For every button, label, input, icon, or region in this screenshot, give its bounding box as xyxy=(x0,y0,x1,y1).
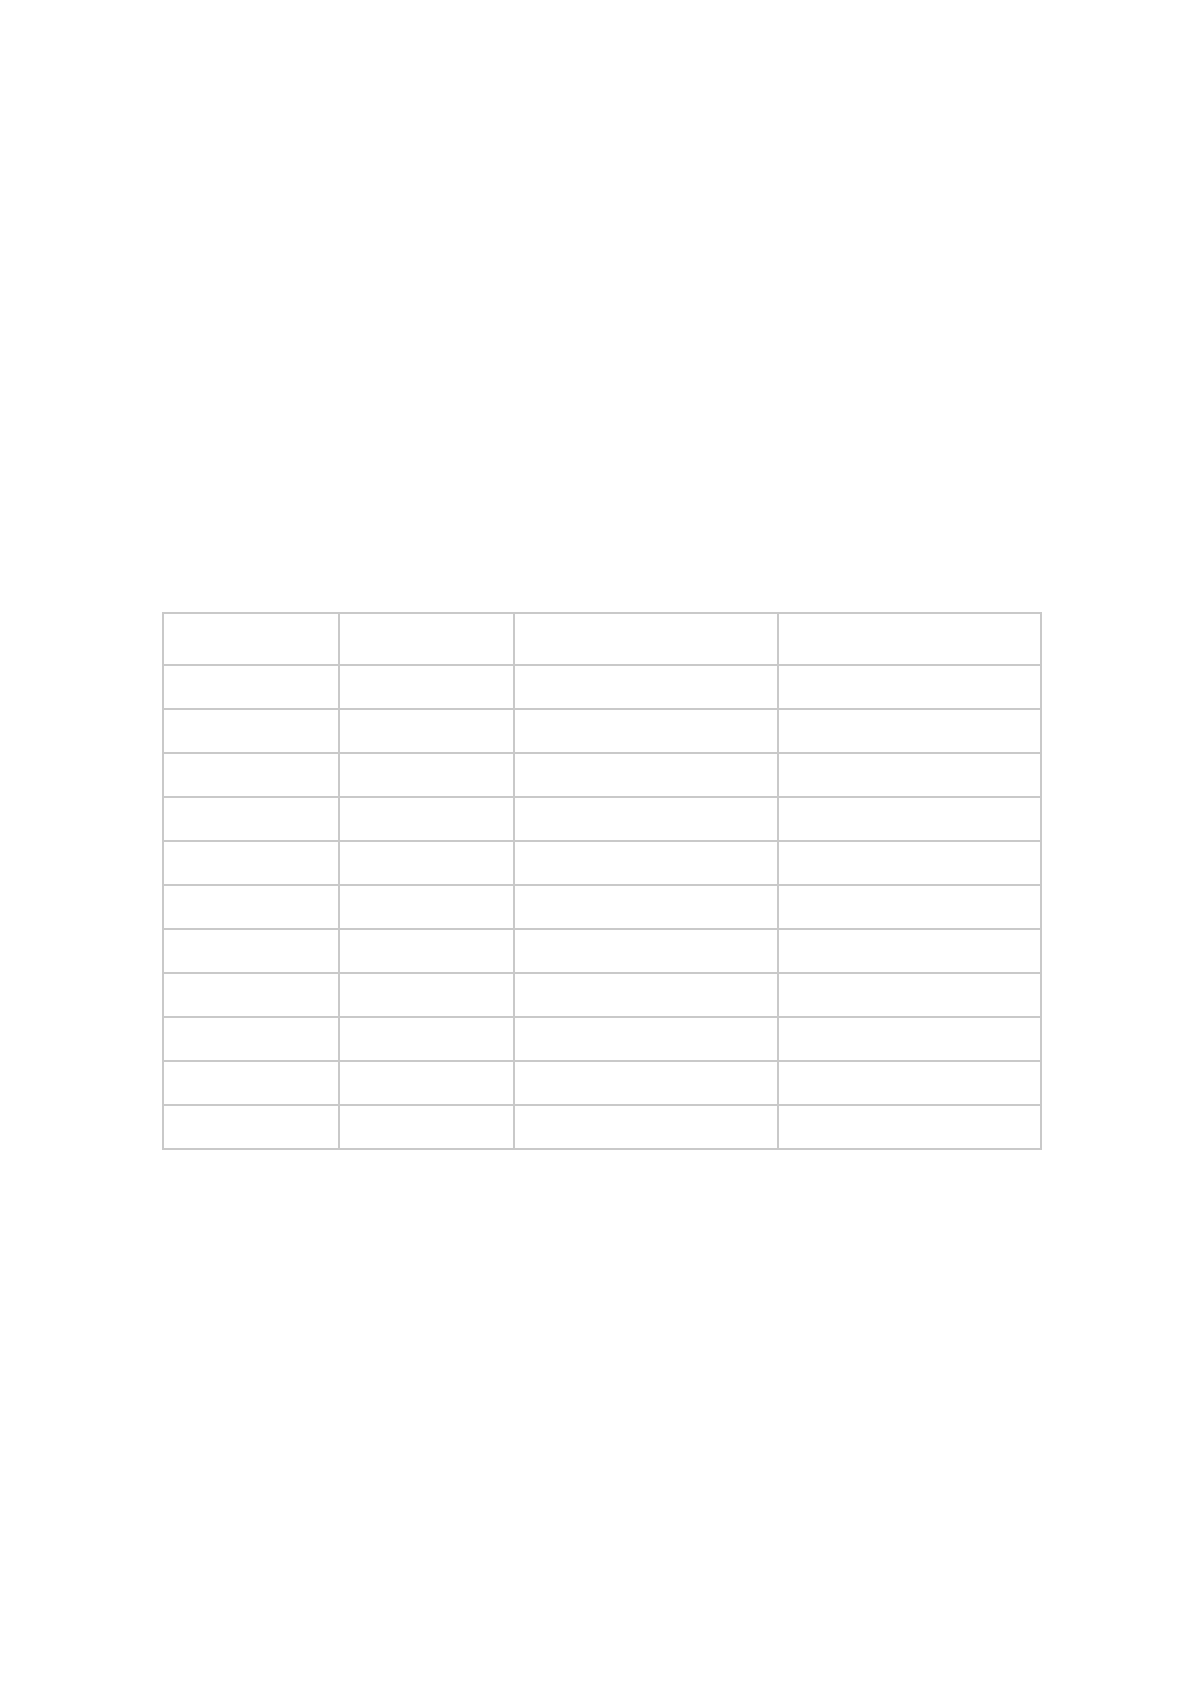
table-row xyxy=(163,753,1041,797)
table-cell xyxy=(339,929,515,973)
table-cell xyxy=(339,797,515,841)
part-line xyxy=(640,1232,1020,1258)
table-row xyxy=(163,1017,1041,1061)
table-row xyxy=(163,709,1041,753)
marks-label xyxy=(930,1196,1020,1222)
part-label xyxy=(214,1232,274,1258)
table-cell xyxy=(778,665,1041,709)
table-cell xyxy=(778,973,1041,1017)
table-cell xyxy=(778,841,1041,885)
table-cell xyxy=(514,1061,777,1105)
body-line xyxy=(214,466,1024,492)
column-header xyxy=(778,613,1041,665)
table-cell xyxy=(339,885,515,929)
table-cell xyxy=(514,885,777,929)
body-line xyxy=(214,186,1024,212)
part-line xyxy=(296,1464,996,1490)
table-cell xyxy=(339,1017,515,1061)
table-cell xyxy=(163,797,339,841)
table-header-row xyxy=(163,613,1041,665)
body-line xyxy=(214,558,1024,584)
table-cell xyxy=(778,1061,1041,1105)
table-cell xyxy=(778,797,1041,841)
table-cell xyxy=(163,929,339,973)
table-cell xyxy=(514,1105,777,1149)
table-cell xyxy=(514,1017,777,1061)
table-cell xyxy=(163,1061,339,1105)
data-table xyxy=(162,612,1042,1150)
table-cell xyxy=(778,753,1041,797)
column-header xyxy=(163,613,339,665)
table-cell xyxy=(778,885,1041,929)
table-cell xyxy=(514,797,777,841)
table-cell xyxy=(514,753,777,797)
part-line xyxy=(274,1418,1034,1444)
column-header xyxy=(339,613,515,665)
table-cell xyxy=(339,665,515,709)
table-cell xyxy=(514,709,777,753)
table-row xyxy=(163,1061,1041,1105)
body-line xyxy=(214,232,1024,258)
table-cell xyxy=(339,1105,515,1149)
table-cell xyxy=(514,973,777,1017)
table-row xyxy=(163,973,1041,1017)
body-line xyxy=(214,512,1024,538)
table-cell xyxy=(514,665,777,709)
table-cell xyxy=(163,753,339,797)
table-cell xyxy=(163,841,339,885)
page-title xyxy=(0,76,1190,106)
marks-label xyxy=(930,1372,1020,1398)
table-cell xyxy=(163,1105,339,1149)
table-cell xyxy=(339,709,515,753)
table-cell xyxy=(778,1017,1041,1061)
table-cell xyxy=(778,1105,1041,1149)
part-line xyxy=(296,1512,896,1538)
table-cell xyxy=(514,841,777,885)
table-cell xyxy=(163,885,339,929)
table-cell xyxy=(339,1061,515,1105)
body-line xyxy=(214,326,1024,352)
part-line xyxy=(274,1232,634,1258)
page-number xyxy=(0,1612,1190,1638)
table-cell xyxy=(339,753,515,797)
table-row xyxy=(163,797,1041,841)
table-cell xyxy=(339,973,515,1017)
part-label xyxy=(214,1418,274,1444)
table-cell xyxy=(778,929,1041,973)
body-line xyxy=(214,372,1024,398)
table-row xyxy=(163,885,1041,929)
table-row xyxy=(163,929,1041,973)
marks-label xyxy=(930,1512,1020,1538)
table-cell xyxy=(163,1017,339,1061)
column-header xyxy=(514,613,777,665)
body-line xyxy=(214,280,1024,306)
table-row xyxy=(163,841,1041,885)
body-line xyxy=(214,418,1024,444)
part-line xyxy=(296,1326,916,1352)
table-cell xyxy=(339,841,515,885)
part-line xyxy=(296,1280,896,1306)
table-cell xyxy=(163,665,339,709)
table-cell xyxy=(163,973,339,1017)
table-cell xyxy=(514,929,777,973)
table-cell xyxy=(163,709,339,753)
part-line xyxy=(296,1372,896,1398)
table-row xyxy=(163,665,1041,709)
table-cell xyxy=(778,709,1041,753)
table-row xyxy=(163,1105,1041,1149)
